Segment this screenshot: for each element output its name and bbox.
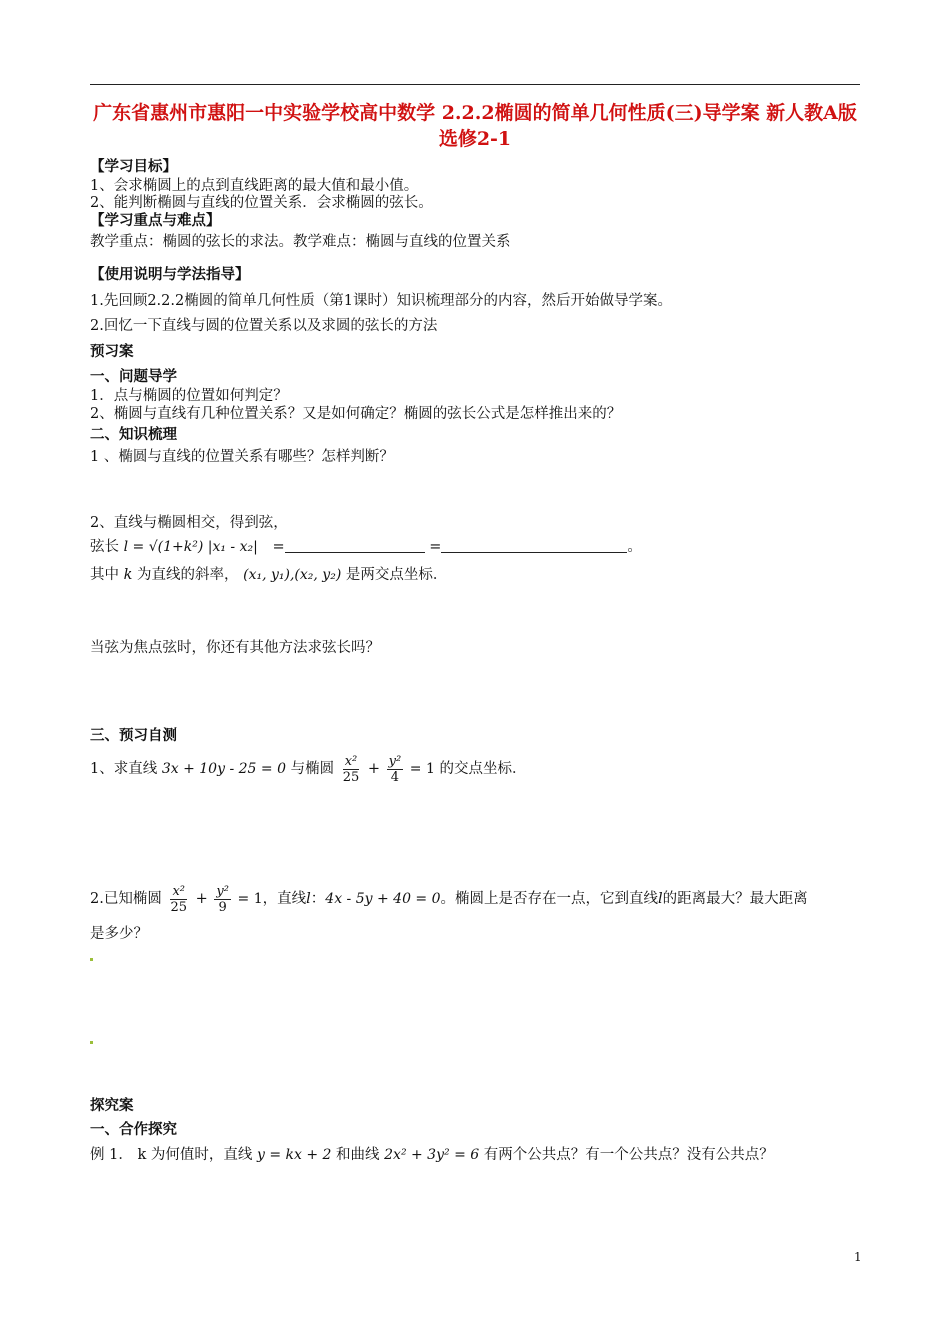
goal-2: 2、能判断椭圆与直线的位置关系．会求椭圆的弦长。 [90, 195, 433, 211]
key-text: 教学重点：椭圆的弦长的求法。教学难点：椭圆与直线的位置关系 [90, 234, 511, 250]
focal-chord-question: 当弦为焦点弦时，你还有其他方法求弦长吗？ [90, 640, 380, 656]
header-rule [90, 84, 860, 85]
problem-2 [90, 882, 808, 916]
cooperate-heading: 一、合作探究 [90, 1121, 177, 1138]
p1-4: 4 [390, 769, 400, 785]
p2-c: 。椭圆上是否存在一点，它到直线 [440, 891, 659, 907]
answer-blank-2[interactable] [441, 539, 627, 553]
p1-frac-x [341, 754, 362, 785]
p2-frac-x [168, 884, 189, 915]
question-1: 1．点与椭圆的位置如何判定？ [90, 388, 288, 404]
document-title: 广东省惠州市惠阳一中实验学校高中数学 2.2.2椭圆的简单几何性质(三)导学案 新人教A版选修2-1 [93, 102, 857, 150]
p2-plus: + [195, 891, 208, 907]
usage-2: 2.回忆一下直线与圆的位置关系以及求圆的弦长的方法 [90, 318, 438, 334]
ex1-line: y = kx + 2 [256, 1147, 332, 1163]
p2-l2: l [658, 891, 663, 907]
equals-2: = [429, 539, 442, 555]
knowledge-note [90, 566, 447, 584]
self-test-heading: 三、预习自测 [90, 727, 177, 744]
p2-25: 25 [170, 899, 187, 915]
chord-formula-line [90, 538, 642, 556]
p2-y2: y² [216, 883, 229, 899]
equals-1: = [272, 539, 285, 555]
p2-l: l [306, 891, 311, 907]
usage-heading: 【使用说明与学法指导】 [90, 266, 250, 283]
p2-x2: x² [172, 883, 185, 899]
formula-period: 。 [627, 539, 642, 555]
chord-prefix: 弦长 [90, 539, 119, 555]
usage-1: 1.先回顾2.2.2椭圆的简单几何性质（第1课时）知识梳理部分的内容，然后开始做导学案。 [90, 293, 672, 309]
p2-b: ，直线 [262, 891, 307, 907]
p2-d: 的距离最大？最大距离 [662, 891, 808, 907]
ex1-curve: 2x² + 3y² = 6 [384, 1147, 480, 1163]
goal-1: 1、会求椭圆上的点到直线距离的最大值和最小值。 [90, 178, 419, 194]
explore-heading: 探究案 [90, 1097, 134, 1114]
knowledge-heading: 二、知识梳理 [90, 426, 177, 443]
p1-plus: + [367, 761, 381, 777]
question-heading: 一、问题导学 [90, 368, 177, 385]
p2-9: 9 [218, 899, 227, 915]
edit-mark [90, 1041, 93, 1044]
p1-eq: = 1 [409, 761, 435, 777]
ex1-a: 例 1． k 为何值时，直线 [90, 1147, 253, 1163]
p2-line: 4x - 5y + 40 = 0 [325, 891, 441, 907]
p1-frac-y [387, 754, 404, 785]
p2-colon: ： [310, 891, 326, 907]
note-c: 是两交点坐标． [345, 567, 448, 583]
problem-1 [90, 752, 527, 786]
p1-b: 与椭圆 [290, 761, 335, 777]
knowledge-1: 1 、椭圆与直线的位置关系有哪些？怎样判断？ [90, 449, 394, 465]
p2-eq: = 1 [237, 891, 263, 907]
p1-line: 3x + 10y - 25 = 0 [161, 761, 286, 777]
p1-y2: y² [388, 753, 402, 769]
problem-2-cont: 是多少？ [90, 926, 148, 942]
note-points: (x₁, y₁),(x₂, y₂) [243, 567, 342, 583]
p1-x2: x² [344, 753, 358, 769]
answer-blank-1[interactable] [285, 539, 425, 553]
ex1-b: 和曲线 [336, 1147, 380, 1163]
chord-formula: l = √(1+k²) |x₁ - x₂| [123, 539, 258, 555]
example-1 [90, 1146, 774, 1164]
ex1-c: 有两个公共点？有一个公共点？没有公共点？ [483, 1147, 774, 1163]
p1-a: 1、求直线 [90, 761, 158, 777]
preview-heading: 预习案 [90, 343, 134, 360]
edit-mark [90, 958, 93, 961]
question-2: 2、椭圆与直线有几种位置关系？又是如何确定？椭圆的弦长公式是怎样推出来的？ [90, 406, 622, 422]
p2-frac-y [214, 884, 231, 915]
note-a: 其中 [90, 567, 119, 583]
p2-a: 2.已知椭圆 [90, 891, 162, 907]
p1-c: 的交点坐标． [439, 761, 527, 777]
note-k: k [123, 567, 133, 583]
p1-25: 25 [342, 769, 360, 785]
note-b: 为直线的斜率， [137, 567, 239, 583]
key-heading: 【学习重点与难点】 [90, 212, 221, 229]
goals-heading: 【学习目标】 [90, 158, 177, 175]
knowledge-2: 2、直线与椭圆相交，得到弦， [90, 515, 288, 531]
page-number: 1 [854, 1250, 862, 1264]
